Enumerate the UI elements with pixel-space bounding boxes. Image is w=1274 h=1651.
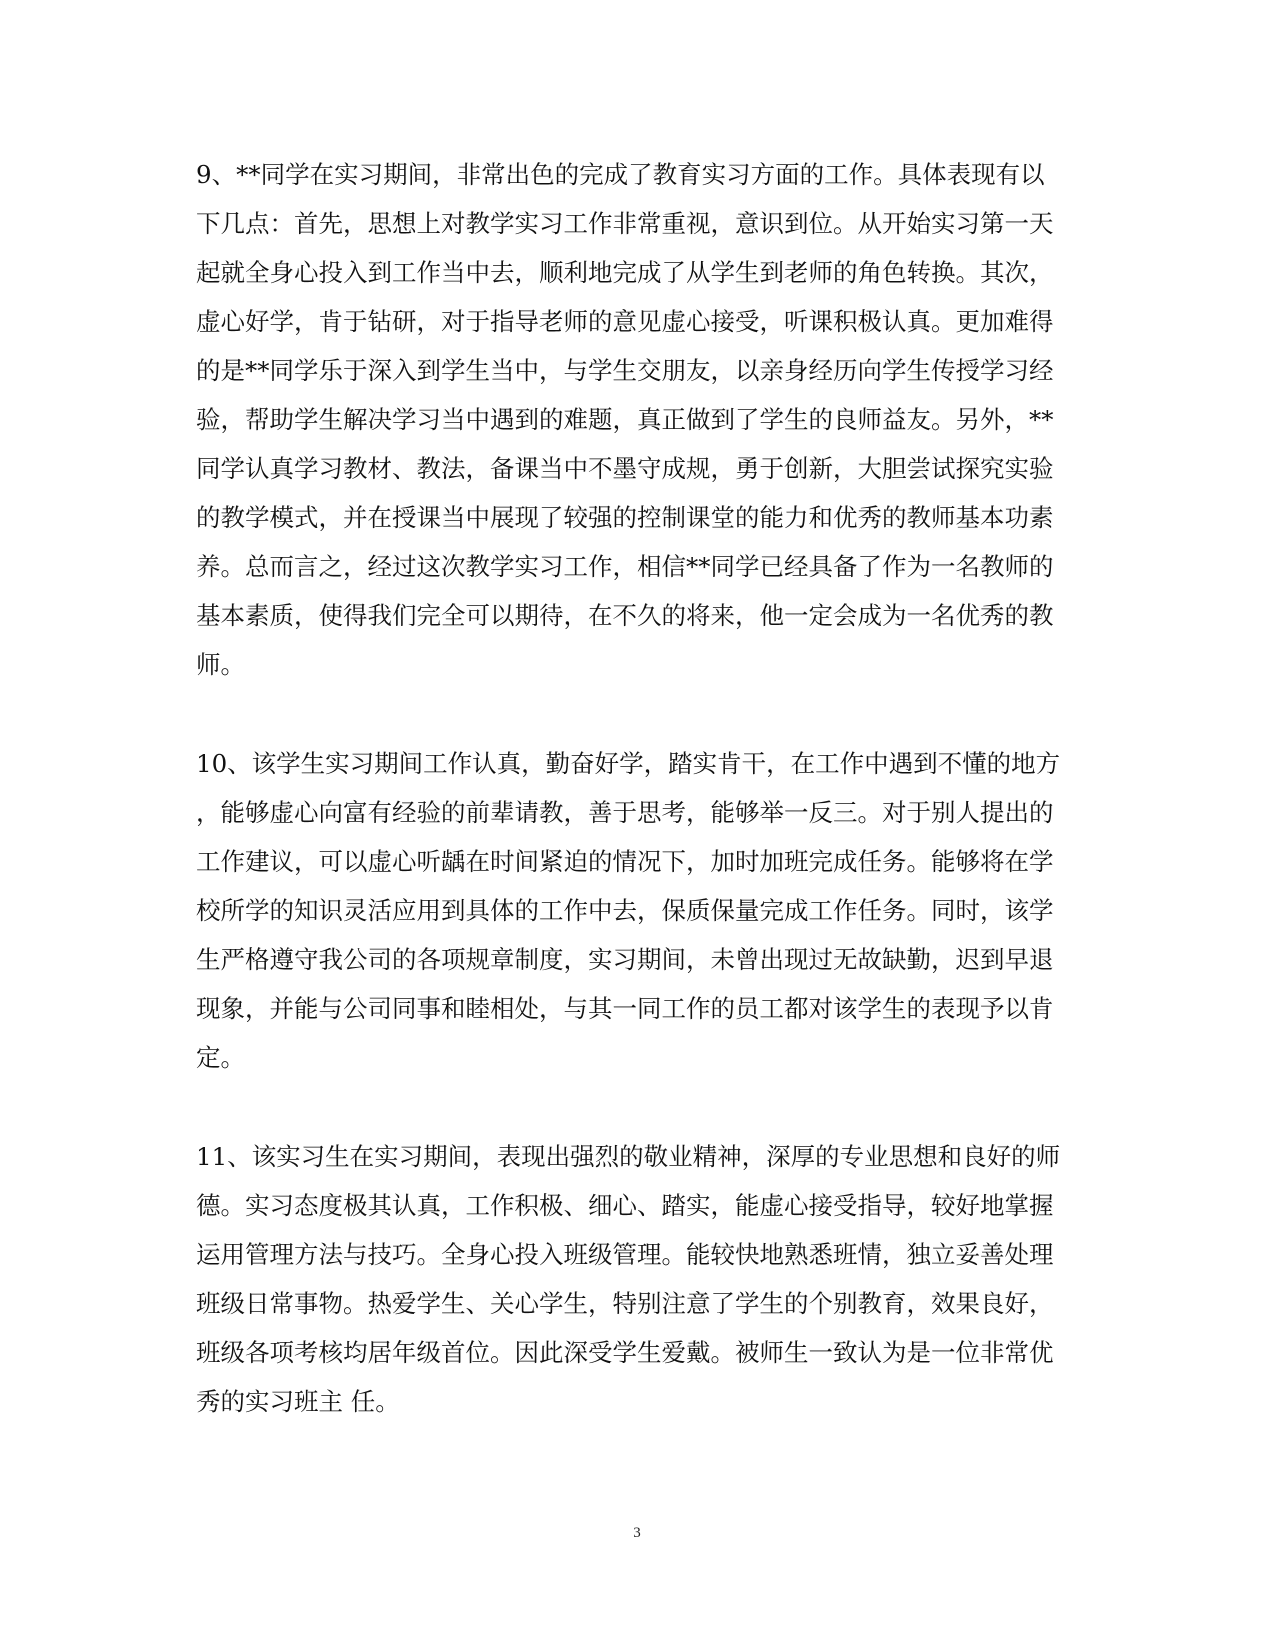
text-line: 10、该学生实习期间工作认真，勤奋好学，踏实肯干，在工作中遇到不懂的地方: [196, 749, 1061, 778]
text-line: 秀的实习班主 任。: [196, 1387, 400, 1416]
text-line: 同学认真学习教材、教法，备课当中不墨守成规，勇于创新，大胆尝试探究实验: [196, 454, 1054, 483]
paragraph-spacer: [196, 689, 1072, 739]
text-line: 的是**同学乐于深入到学生当中，与学生交朋友，以亲身经历向学生传授学习经: [196, 356, 1054, 385]
text-line: 校所学的知识灵活应用到具体的工作中去，保质保量完成工作任务。同时，该学: [196, 896, 1054, 925]
page-number: 3: [633, 1525, 641, 1541]
text-line: 验，帮助学生解决学习当中遇到的难题，真正做到了学生的良师益友。另外，**: [196, 405, 1054, 434]
paragraph-11: [196, 1132, 1072, 1426]
text-line: 9、**同学在实习期间，非常出色的完成了教育实习方面的工作。具体表现有以: [196, 160, 1045, 189]
paragraph-9: [196, 150, 1072, 689]
paragraph-spacer: [196, 1082, 1072, 1132]
text-line: 起就全身心投入到工作当中去，顺利地完成了从学生到老师的角色转换。其次，: [196, 258, 1054, 287]
text-line: 下几点：首先，思想上对教学实习工作非常重视，意识到位。从开始实习第一天: [196, 209, 1054, 238]
text-line: 工作建议，可以虚心听龋在时间紧迫的情况下，加时加班完成任务。能够将在学: [196, 847, 1054, 876]
text-line: 生严格遵守我公司的各项规章制度，实习期间，未曾出现过无故缺勤，迟到早退: [196, 945, 1054, 974]
text-line: 师。: [196, 650, 245, 679]
text-line: 班级日常事物。热爱学生、关心学生，特别注意了学生的个别教育，效果良好，: [196, 1289, 1054, 1318]
paragraph-10: [196, 739, 1072, 1082]
text-line: 现象，并能与公司同事和睦相处，与其一同工作的员工都对该学生的表现予以肯: [196, 994, 1054, 1023]
text-line: 养。总而言之，经过这次教学实习工作，相信**同学已经具备了作为一名教师的: [196, 552, 1054, 581]
text-line: 的教学模式，并在授课当中展现了较强的控制课堂的能力和优秀的教师基本功素: [196, 503, 1054, 532]
text-line: ，能够虚心向富有经验的前辈请教，善于思考，能够举一反三。对于别人提出的: [196, 798, 1054, 827]
document-body: [196, 150, 1072, 1426]
text-line: 运用管理方法与技巧。全身心投入班级管理。能较快地熟悉班情，独立妥善处理: [196, 1240, 1054, 1269]
text-line: 德。实习态度极其认真，工作积极、细心、踏实，能虚心接受指导，较好地掌握: [196, 1191, 1054, 1220]
text-line: 定。: [196, 1043, 245, 1072]
text-line: 虚心好学，肯于钻研，对于指导老师的意见虚心接受，听课积极认真。更加难得: [196, 307, 1054, 336]
text-line: 11、该实习生在实习期间，表现出强烈的敬业精神，深厚的专业思想和良好的师: [196, 1142, 1061, 1171]
text-line: 班级各项考核均居年级首位。因此深受学生爱戴。被师生一致认为是一位非常优: [196, 1338, 1054, 1367]
text-line: 基本素质，使得我们完全可以期待，在不久的将来，他一定会成为一名优秀的教: [196, 601, 1054, 630]
